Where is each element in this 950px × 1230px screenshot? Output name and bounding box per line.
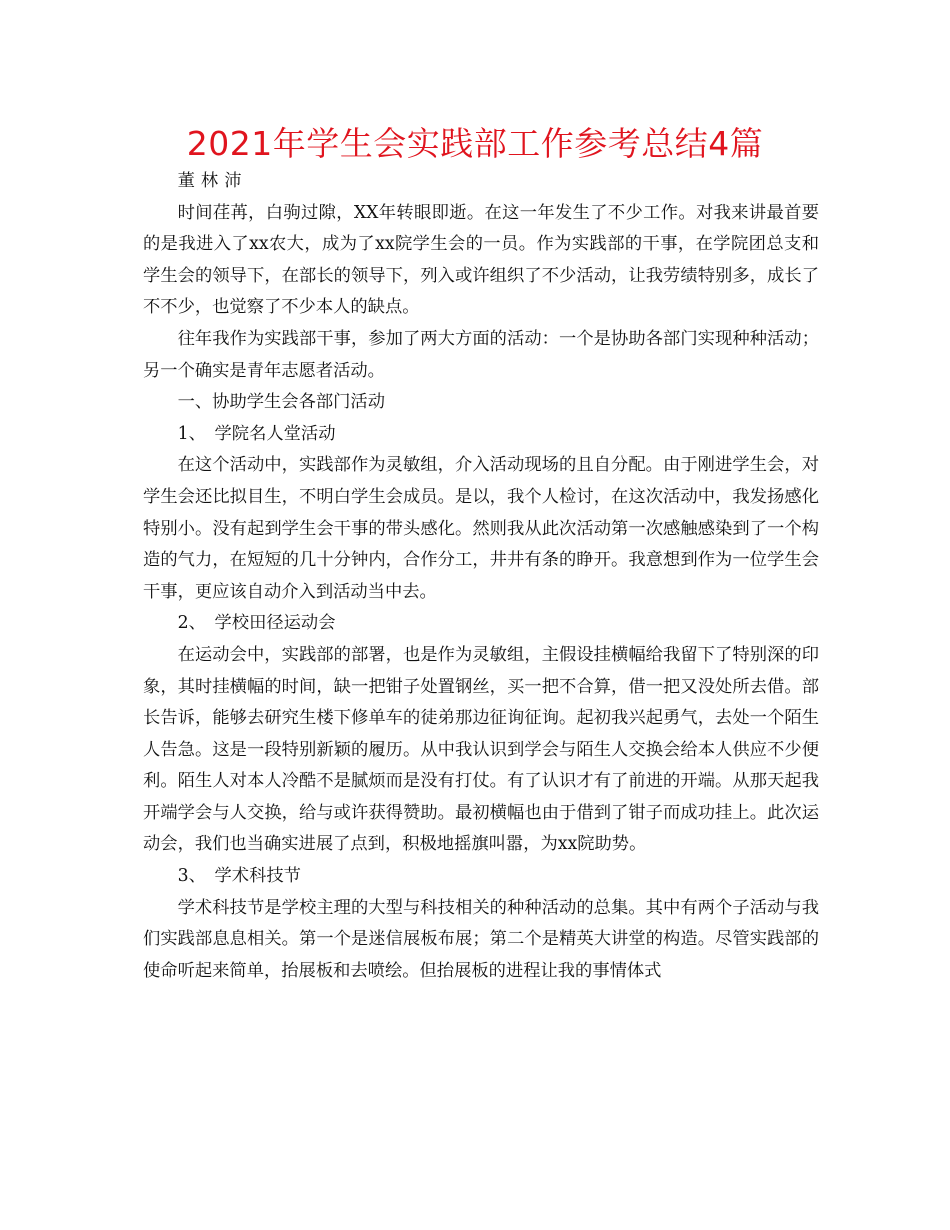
subsection-heading: 1、 学院名人堂活动 bbox=[177, 423, 336, 444]
document-title: 2021年学生会实践部工作参考总结4篇 bbox=[186, 124, 764, 163]
section-heading: 一、协助学生会各部门活动 bbox=[177, 392, 385, 413]
document-body bbox=[143, 166, 819, 987]
paragraph: 在运动会中，实践部的部署，也是作为灵敏组，主假设挂横幅给我留下了特别深的印象，其时挂横幅的时间，缺一把钳子处置钢丝，买一把不合算，借一把又没处所去借。部长告诉，能够去研究生楼下修单车的徒弟那边征询征询。起初我兴起勇气，去处一个陌生人告急。这是一段特别新颖的履历。从中我认识到学会与陌生人交换会给本人供应不少便利。陌生人对本人冷酷不是腻烦而是没有打仗。有了认识才有了前进的开端。从那天起我开端学会与人交换，给与或许获得赞助。最初横幅也由于借到了钳子而成功挂上。此次运动会，我们也当确实进展了点到，积极地摇旗叫嚣，为xx院助势。 bbox=[143, 644, 819, 855]
subsection-heading: 2、 学校田径运动会 bbox=[177, 613, 336, 634]
paragraph: 学术科技节是学校主理的大型与科技相关的种种活动的总集。其中有两个子活动与我们实践部息息相关。第一个是迷信展板布展；第二个是精英大讲堂的构造。尽管实践部的使命听起来简单，抬展板和去喷绘。但抬展板的进程让我的事情体式 bbox=[143, 897, 819, 981]
paragraph: 在这个活动中，实践部作为灵敏组，介入活动现场的且自分配。由于刚进学生会，对学生会还比拟目生，不明白学生会成员。是以，我个人检讨，在这次活动中，我发扬感化特别小。没有起到学生会干事的带头感化。然则我从此次活动第一次感触感染到了一个构造的气力，在短短的几十分钟内，合作分工，井井有条的睁开。我意想到作为一位学生会干事，更应该自动介入到活动当中去。 bbox=[143, 455, 819, 602]
paragraph: 往年我作为实践部干事，参加了两大方面的活动：一个是协助各部门实现种种活动；另一个确实是青年志愿者活动。 bbox=[143, 328, 819, 381]
subsection-heading: 3、 学术科技节 bbox=[177, 866, 301, 887]
author-line: 董林沛 bbox=[177, 171, 248, 191]
paragraph: 时间荏苒，白驹过隙，XX年转眼即逝。在这一年发生了不少工作。对我来讲最首要的是我进入了xx农大，成为了xx院学生会的一员。作为实践部的干事，在学院团总支和学生会的领导下，在部长的领导下，列入或许组织了不少活动，让我劳绩特别多，成长了不不少，也觉察了不少本人的缺点。 bbox=[143, 202, 819, 318]
